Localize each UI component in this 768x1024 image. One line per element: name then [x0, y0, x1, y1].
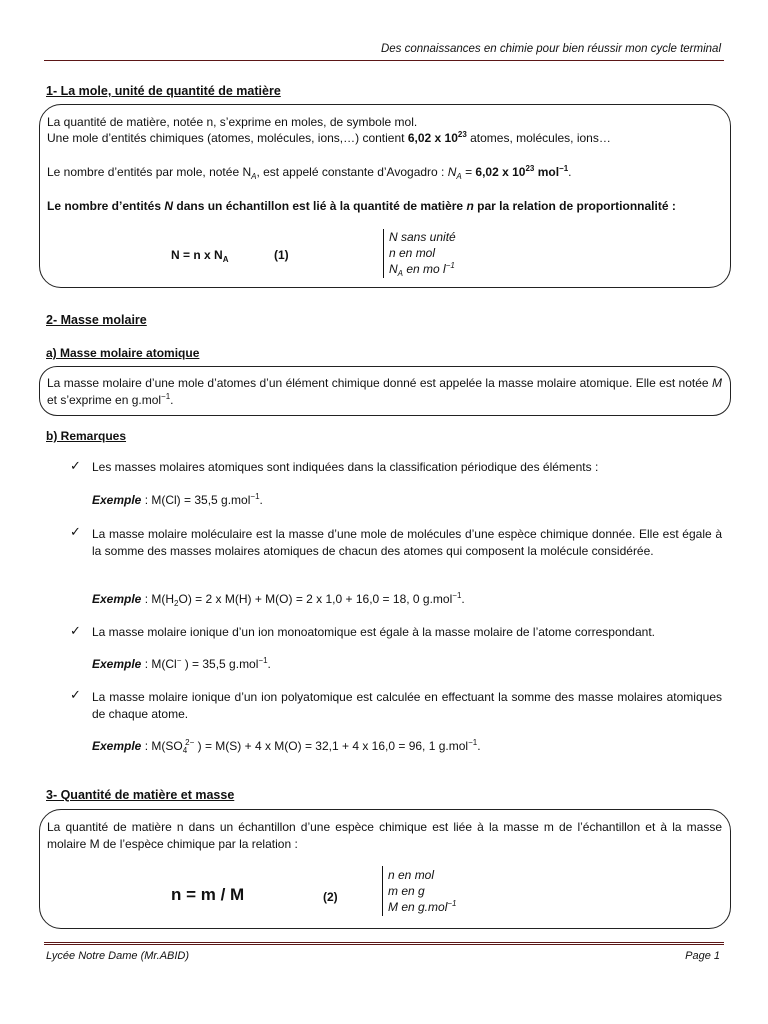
proportionality-line: Le nombre d’entités N dans un échantillon est lié à la quantité de matière n par la relation de proportionnalité : — [47, 199, 676, 213]
unit-line-1: N sans unité — [389, 230, 456, 244]
example-4: Exemple : $M(SO_4^{2-}$ ) = M(S) + 4 x M(O) = 32,1 + 4 x 16,0 = 96, 1 g.mol$^{-1}$. — [92, 738, 481, 755]
units-divider — [383, 229, 384, 278]
units-divider — [382, 866, 383, 916]
formula-2-number: (2) — [323, 890, 338, 904]
formula-2: n = m / M — [171, 885, 245, 904]
mole-line-1: La quantité de matière, notée n, s’exprime en moles, de symbole mol. — [47, 115, 418, 129]
avogadro-line: Le nombre d’entités par mole, notée $N_A$, est appelé constante d’Avogadro : $N_A = 6,02$ x $10^{23}$ mol$^{-1}$. — [47, 164, 572, 181]
unit-line-3: M en g.mol$^{-1}$ — [388, 899, 457, 914]
molar-mass-definition: La masse molaire d’une mole d’atomes d’un élément chimique donné est appelée la masse molaire atomique. Elle est notée M et s’exprime en g.mol$^{-1}$. — [47, 376, 722, 407]
footer-school: Lycée Notre Dame (Mr.ABID) — [46, 950, 190, 962]
section-2-title: 2- Masse molaire — [46, 313, 147, 327]
mass-relation-text: La quantité de matière n dans un échantillon d’une espèce chimique est liée à la masse m de l’échantillon et à la masse molaire M de l’espèce chimique par la relation : — [47, 820, 722, 851]
unit-line-2: m en g — [388, 884, 425, 898]
check-icon: ✓ — [70, 524, 81, 539]
section-1-title: 1- La mole, unité de quantité de matière — [46, 84, 281, 98]
subsection-a-title: a) Masse molaire atomique — [46, 346, 200, 360]
remark-1: Les masses molaires atomiques sont indiquées dans la classification périodique des éléments : — [92, 460, 599, 474]
check-icon: ✓ — [70, 687, 81, 702]
remark-4: La masse molaire ionique d’un ion polyatomique est calculée en effectuant la somme des masse molaires atomiques de chaque atome. — [92, 690, 722, 721]
unit-line-1: n en mol — [388, 868, 435, 882]
header-rule — [44, 60, 724, 61]
remark-3: La masse molaire ionique d’un ion monoatomique est égale à la masse molaire de l’atome correspondant. — [92, 625, 655, 639]
formula-1: N = n x $N_A$ — [171, 248, 229, 264]
section-3-title: 3- Quantité de matière et masse — [46, 788, 235, 802]
check-icon: ✓ — [70, 623, 81, 638]
unit-line-3: $N_A$ en mo $l^{-1}$ — [389, 261, 455, 278]
example-1: Exemple : M(Cl) = 35,5 g.mol$^{-1}$. — [92, 492, 263, 507]
example-3: Exemple : M(Cl− ) = 35,5 g.mol$^{-1}$. — [92, 656, 271, 671]
formula-1-number: (1) — [274, 248, 289, 262]
mole-line-2: Une mole d’entités chimiques (atomes, molécules, ions,…) contient 6,02 x $10^{23}$ atomes, molécules, ions… — [47, 130, 611, 145]
remark-2: La masse molaire moléculaire est la masse d’une mole de molécules d’une espèce chimique donnée. Elle est égale à la somme des masses molaires atomiques de chacun des atomes qui composent la molécule considérée. — [92, 527, 722, 558]
footer-rule — [44, 942, 724, 945]
check-icon: ✓ — [70, 458, 81, 473]
example-2: Exemple : $M(H_2O) = 2$ x M(H) + M(O) = 2 x 1,0 + 16,0 = 18, 0 g.mol$^{-1}$. — [92, 591, 465, 608]
subsection-b-title: b) Remarques — [46, 429, 127, 443]
running-header: Des connaissances en chimie pour bien réussir mon cycle terminal — [380, 43, 721, 55]
unit-line-2: n en mol — [389, 246, 436, 260]
page-number: Page 1 — [685, 950, 720, 962]
